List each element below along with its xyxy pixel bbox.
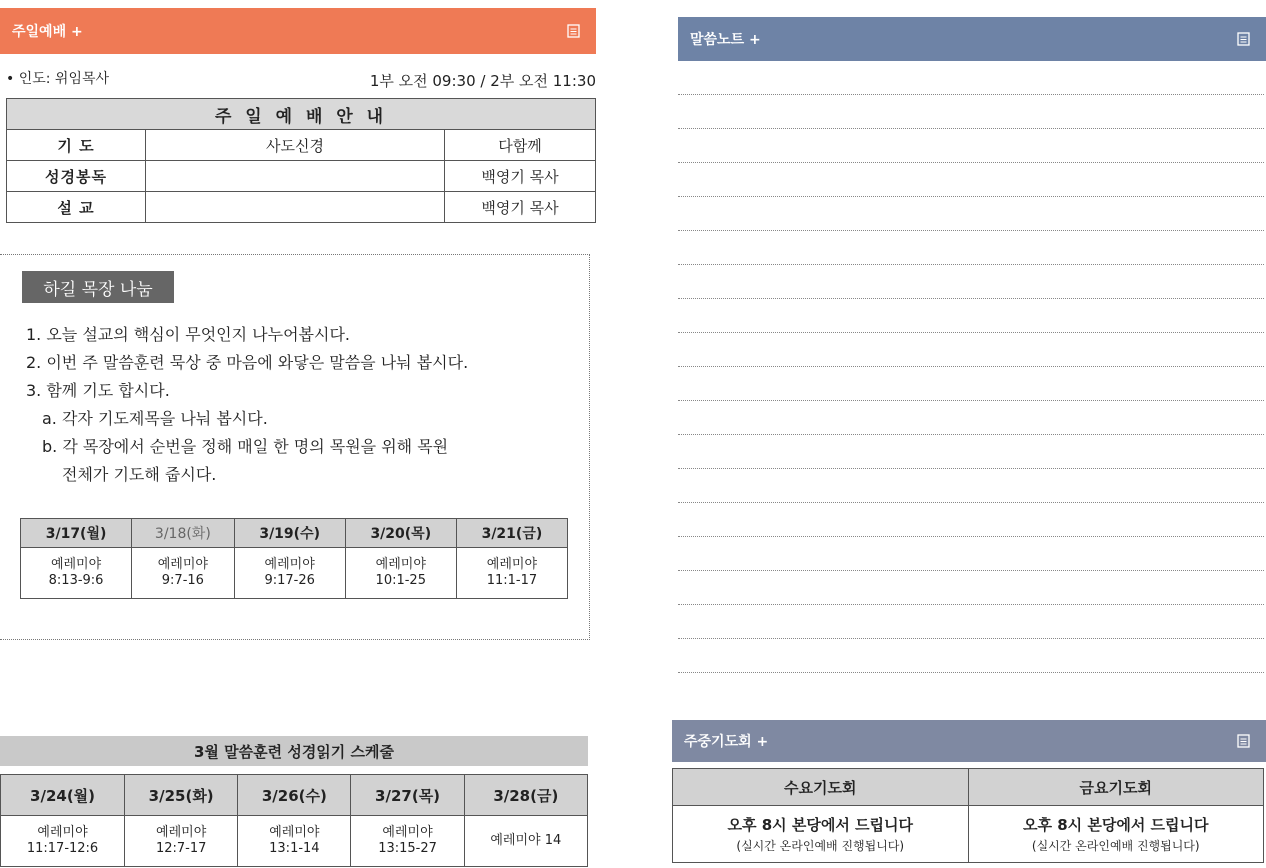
reading-book: 예레미야 (382, 825, 433, 840)
reading-verses: 12:7-17 (155, 841, 207, 856)
note-line (678, 502, 1264, 503)
document-icon (566, 23, 582, 39)
reading-verses: 9:17-26 (264, 573, 315, 588)
prayer-info: 오후 8시 본당에서 드립니다 (727, 816, 913, 834)
schedule-reading (464, 816, 587, 867)
schedule-day: 3/17(월) (21, 519, 132, 548)
note-line (678, 366, 1264, 367)
reading-verses: 10:1-25 (375, 573, 426, 588)
reading-book: 예레미야 (375, 557, 426, 572)
table-row (7, 192, 596, 223)
note-line (678, 570, 1264, 571)
note-line (678, 400, 1264, 401)
reading-book: 예레미야 (269, 825, 320, 840)
prayer-col-title: 수요기도회 (673, 769, 969, 806)
worship-table-title: 주 일 예 배 안 내 (7, 99, 596, 130)
note-line (678, 94, 1264, 95)
row-by: 백영기 목사 (445, 192, 596, 223)
note-line (678, 672, 1264, 673)
schedule-day: 3/24(월) (1, 775, 125, 816)
question-3: 3. 함께 기도 합시다. (26, 381, 170, 400)
schedule-reading (125, 816, 238, 867)
note-line (678, 604, 1264, 605)
row-label: 성경봉독 (7, 161, 146, 192)
reading-schedule-table (0, 774, 588, 867)
schedule-day: 3/25(화) (125, 775, 238, 816)
row-by: 백영기 목사 (445, 161, 596, 192)
reading-verses: 8:13-9:6 (48, 573, 104, 588)
reading-verses: 13:15-27 (378, 841, 437, 856)
row-content (146, 161, 445, 192)
sunday-header-title: 주일예배 + (12, 24, 83, 40)
schedule-reading (1, 816, 125, 867)
schedule-reading (456, 548, 567, 599)
reading-verses: 13:1-14 (269, 841, 320, 856)
worship-times: 1부 오전 09:30 / 2부 오전 11:30 (369, 72, 596, 90)
reading-verses: 11:1-17 (486, 573, 538, 588)
note-line (678, 162, 1264, 163)
reading-book: 예레미야 (50, 557, 102, 572)
note-line (678, 196, 1264, 197)
sunday-worship-table (6, 98, 596, 223)
row-by: 다함께 (445, 130, 596, 161)
prayer-info: 오후 8시 본당에서 드립니다 (1023, 816, 1209, 834)
note-line (678, 434, 1264, 435)
reading-book: 예레미야 (264, 557, 315, 572)
row-content (146, 192, 445, 223)
question-3a: a. 각자 기도제목을 나눠 봅시다. (42, 409, 268, 428)
schedule-day: 3/28(금) (464, 775, 587, 816)
prayer-note: (실시간 온라인예배 진행됩니다) (1031, 839, 1200, 853)
sharing-badge: 하길 목장 나눔 (22, 271, 174, 303)
question-3b: b. 각 목장에서 순번을 정해 매일 한 명의 목원을 위해 목원 (42, 437, 449, 456)
schedule-day: 3/19(수) (234, 519, 345, 548)
prayer-cell (673, 806, 969, 863)
note-line (678, 128, 1264, 129)
reading-verses: 11:17-12:6 (26, 841, 99, 856)
row-label: 기 도 (7, 130, 146, 161)
document-icon (1236, 31, 1252, 47)
reading-book: 예레미야 (486, 557, 538, 572)
document-icon (1236, 733, 1252, 749)
prayer-header-title: 주중기도회 + (684, 734, 769, 750)
reading-book: 예레미야 14 (490, 833, 562, 848)
prayer-col-title: 금요기도회 (968, 769, 1264, 806)
note-line (678, 264, 1264, 265)
sunday-header (0, 8, 596, 54)
schedule-reading (351, 816, 464, 867)
prayer-cell (968, 806, 1264, 863)
row-label: 설 교 (7, 192, 146, 223)
question-1: 1. 오늘 설교의 핵심이 무엇인지 나누어봅시다. (26, 325, 350, 344)
note-line (678, 332, 1264, 333)
table-row (7, 161, 596, 192)
schedule-day: 3/20(목) (345, 519, 456, 548)
question-2: 2. 이번 주 말씀훈련 묵상 중 마음에 와닿은 말씀을 나눠 봅시다. (26, 353, 469, 372)
schedule-day: 3/26(수) (238, 775, 351, 816)
schedule-reading (132, 548, 235, 599)
schedule-day: 3/18(화) (132, 519, 235, 548)
schedule-reading (234, 548, 345, 599)
worship-leader: • 인도: 위임목사 (6, 71, 110, 87)
note-line (678, 230, 1264, 231)
row-content: 사도신경 (146, 130, 445, 161)
note-line (678, 298, 1264, 299)
reading-verses: 9:7-16 (161, 573, 204, 588)
schedule-day: 3/27(목) (351, 775, 464, 816)
reading-book: 예레미야 (156, 825, 207, 840)
reading-book: 예레미야 (37, 825, 88, 840)
note-line (678, 638, 1264, 639)
prayer-note: (실시간 온라인예배 진행됩니다) (736, 839, 905, 853)
note-line (678, 468, 1264, 469)
reading-book: 예레미야 (157, 557, 208, 572)
reading-schedule-title: 3월 말씀훈련 성경읽기 스케줄 (0, 736, 588, 766)
question-3b-cont: 전체가 기도해 줍시다. (62, 465, 217, 484)
schedule-reading (238, 816, 351, 867)
week-schedule-table (20, 518, 568, 599)
schedule-day: 3/21(금) (456, 519, 567, 548)
notes-header-title: 말씀노트 + (690, 32, 761, 48)
schedule-reading (345, 548, 456, 599)
schedule-reading (21, 548, 132, 599)
notes-header (678, 17, 1266, 61)
prayer-header (672, 720, 1266, 762)
prayer-table (672, 768, 1264, 863)
table-row (7, 130, 596, 161)
note-line (678, 536, 1264, 537)
